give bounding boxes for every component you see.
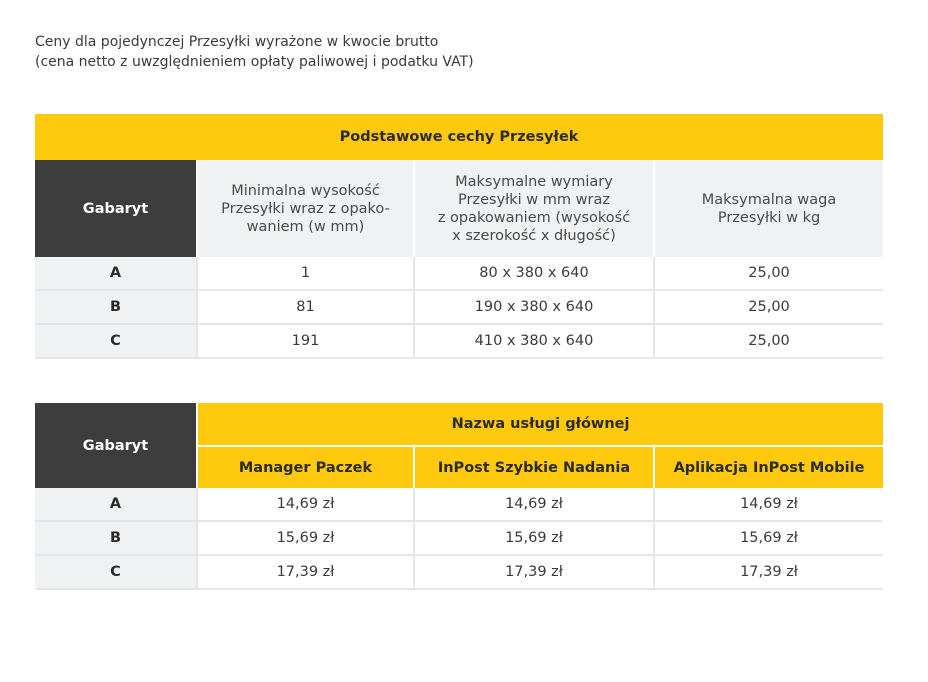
header-max-weight	[654, 160, 883, 257]
prices-header-gabaryt: Gabaryt	[35, 403, 197, 488]
max-dimensions-value: 410 x 380 x 640	[414, 324, 654, 358]
header-line: Minimalna wysokość	[231, 182, 380, 199]
table-row	[35, 555, 883, 589]
table-row	[35, 488, 883, 521]
max-weight-value: 25,00	[654, 324, 883, 358]
min-height-value: 81	[197, 290, 414, 324]
service-group-title: Nazwa usługi głównej	[197, 403, 883, 446]
header-line: Maksymalna waga	[701, 191, 837, 208]
max-weight-value: 25,00	[654, 290, 883, 324]
size-label: B	[35, 290, 197, 324]
price-value: 17,39 zł	[197, 555, 414, 589]
price-value: 14,69 zł	[197, 488, 414, 521]
header-line: Przesyłki wraz z opako-	[221, 200, 390, 217]
price-value: 17,39 zł	[414, 555, 654, 589]
header-gabaryt-label: Gabaryt	[82, 200, 149, 217]
size-label: C	[35, 555, 197, 589]
header-line: Przesyłki w kg	[717, 209, 821, 226]
header-gabaryt	[35, 160, 197, 257]
features-table	[35, 114, 883, 359]
size-label: A	[35, 257, 197, 290]
service-aplikacja-inpost-mobile: Aplikacja InPost Mobile	[654, 446, 883, 488]
table-row	[35, 257, 883, 290]
max-dimensions-value: 80 x 380 x 640	[414, 257, 654, 290]
table-row	[35, 521, 883, 555]
size-label: A	[35, 488, 197, 521]
header-max-dimensions	[414, 160, 654, 257]
size-label: C	[35, 324, 197, 358]
table-row	[35, 290, 883, 324]
prices-table	[35, 403, 883, 590]
max-weight-value: 25,00	[654, 257, 883, 290]
price-value: 14,69 zł	[414, 488, 654, 521]
table-row	[35, 324, 883, 358]
price-value: 15,69 zł	[197, 521, 414, 555]
intro-line-1: Ceny dla pojedynczej Przesyłki wyrażone w kwocie brutto	[35, 34, 439, 50]
features-table-title: Podstawowe cechy Przesyłek	[35, 114, 883, 160]
intro-line-2: (cena netto z uwzględnieniem opłaty paliwowej i podatku VAT)	[35, 54, 474, 70]
price-value: 14,69 zł	[654, 488, 883, 521]
min-height-value: 191	[197, 324, 414, 358]
header-line: waniem (w mm)	[246, 218, 365, 235]
service-inpost-szybkie-nadania: InPost Szybkie Nadania	[414, 446, 654, 488]
size-label: B	[35, 521, 197, 555]
header-line: Maksymalne wymiary	[455, 173, 613, 190]
header-line: z opakowaniem (wysokość	[437, 209, 631, 226]
header-line: Przesyłki w mm wraz	[458, 191, 610, 208]
price-value: 15,69 zł	[654, 521, 883, 555]
intro-text	[35, 32, 474, 72]
price-value: 15,69 zł	[414, 521, 654, 555]
header-line: x szerokość x długość)	[452, 227, 616, 244]
min-height-value: 1	[197, 257, 414, 290]
header-min-height	[197, 160, 414, 257]
price-value: 17,39 zł	[654, 555, 883, 589]
service-manager-paczek: Manager Paczek	[197, 446, 414, 488]
max-dimensions-value: 190 x 380 x 640	[414, 290, 654, 324]
